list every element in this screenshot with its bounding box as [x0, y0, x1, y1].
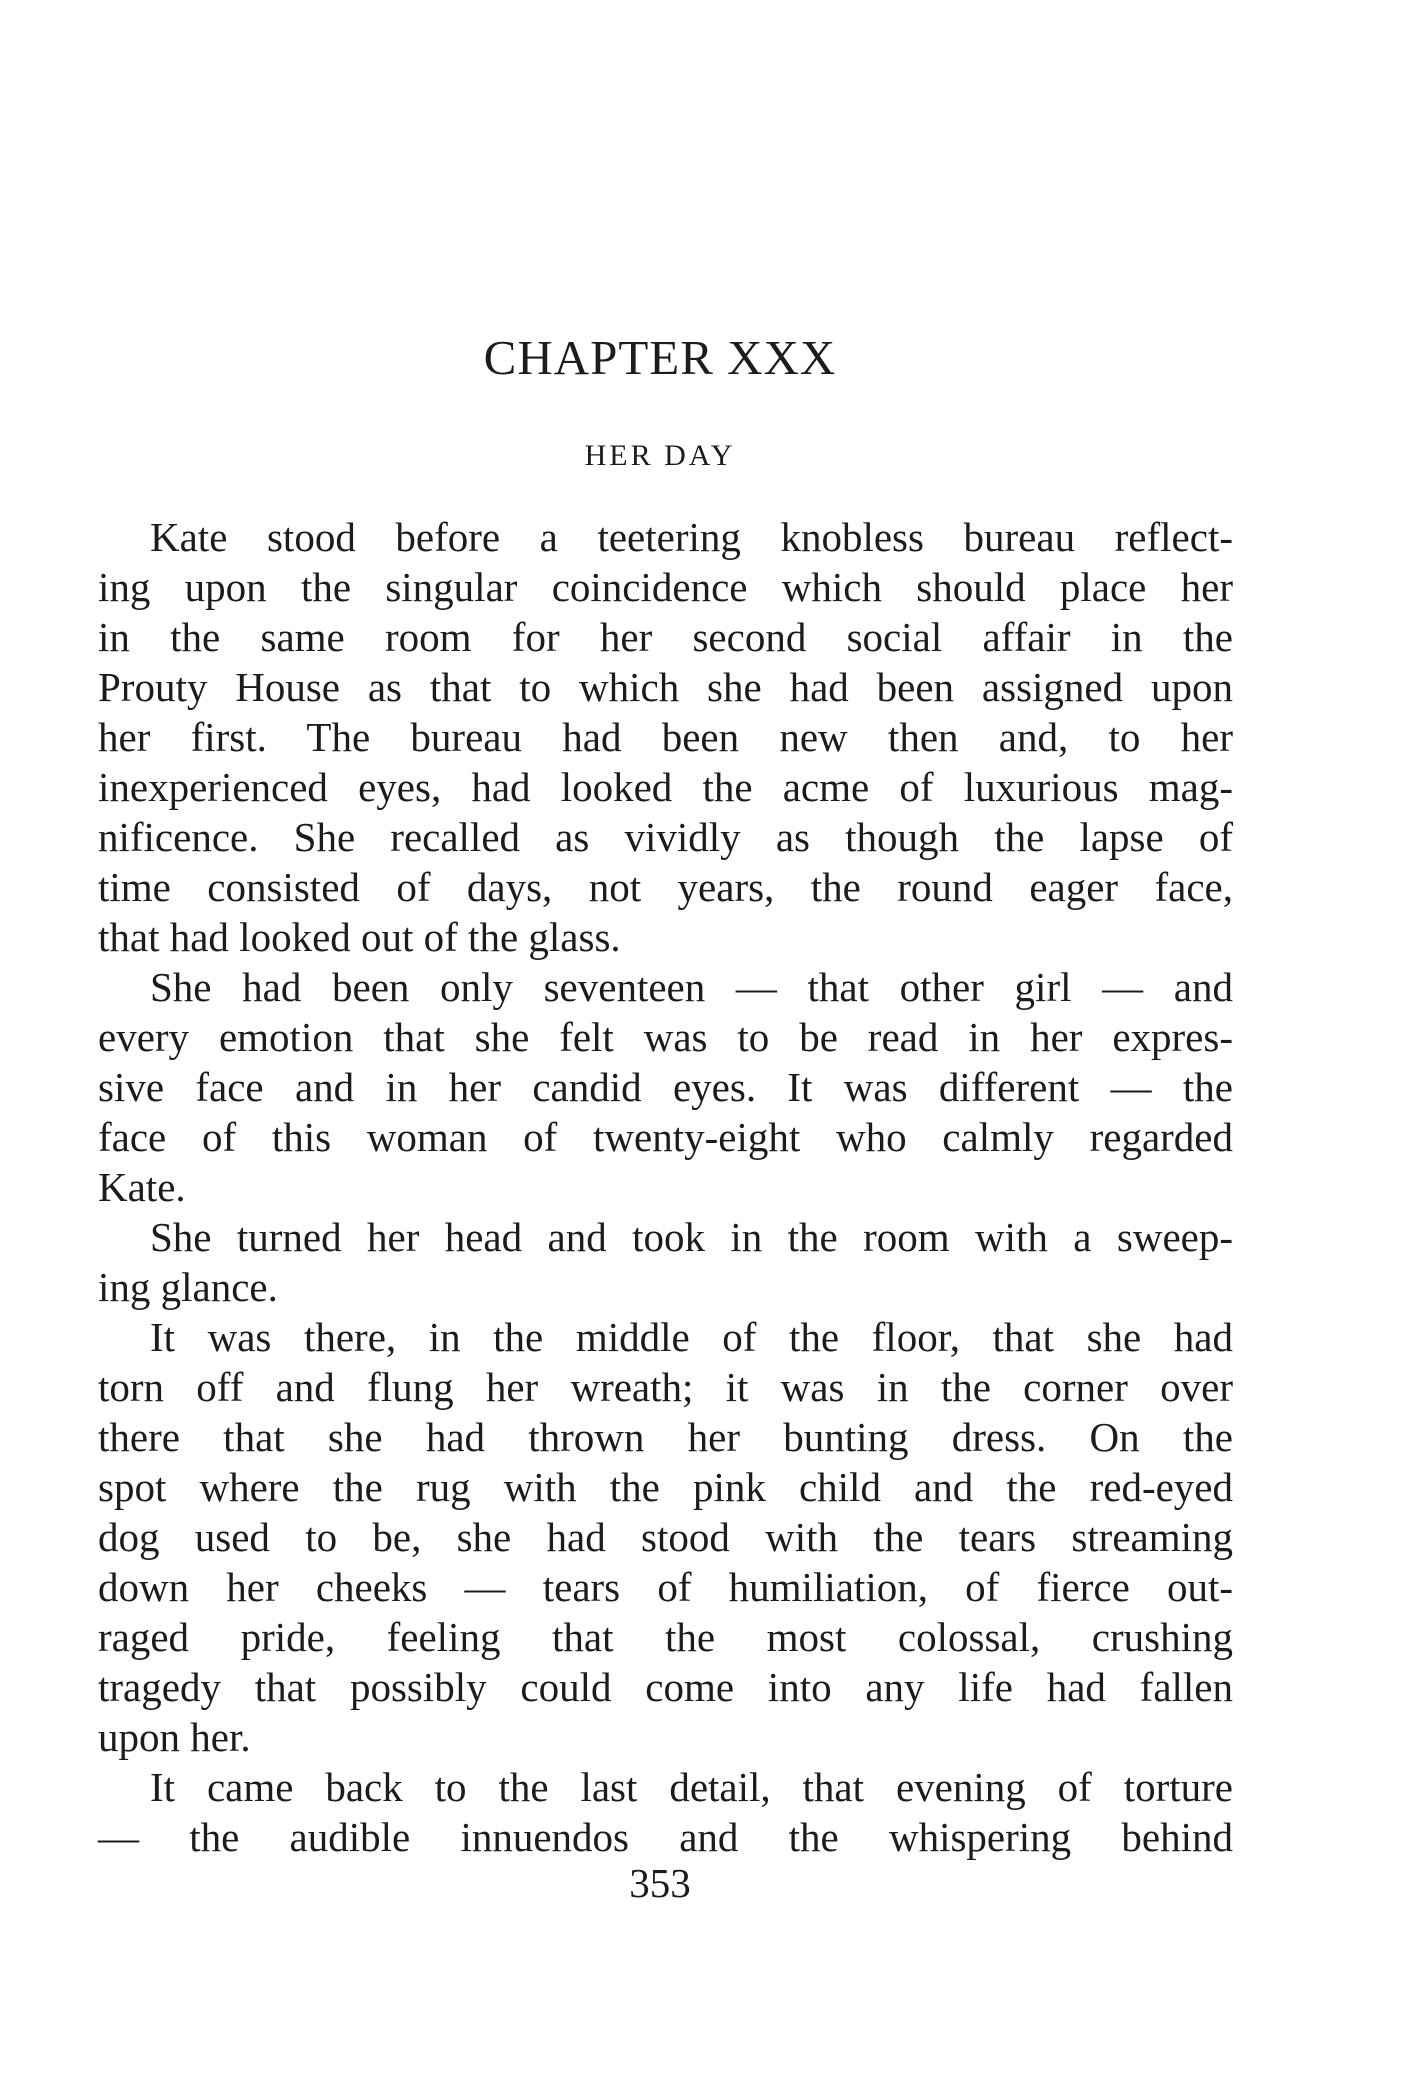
- text-line: every emotion that she felt was to be read in her expres-: [98, 1014, 1233, 1060]
- page-number: 353: [629, 1860, 691, 1906]
- text-line: in the same room for her second social affair in the: [98, 614, 1233, 660]
- paragraph: [98, 1212, 1233, 1312]
- text-line: time consisted of days, not years, the round eager face,: [98, 864, 1233, 910]
- text-line: She turned her head and took in the room with a sweep-: [150, 1214, 1233, 1260]
- text-line: inexperienced eyes, had looked the acme of luxurious mag-: [98, 764, 1233, 810]
- text-line: tragedy that possibly could come into any life had fallen: [98, 1664, 1233, 1710]
- text-line: her first. The bureau had been new then and, to her: [98, 714, 1233, 760]
- chapter-subtitle: HER DAY: [584, 439, 736, 472]
- text-line: ing glance.: [98, 1264, 278, 1310]
- text-line: nificence. She recalled as vividly as though the lapse of: [98, 814, 1233, 860]
- text-line: there that she had thrown her bunting dress. On the: [98, 1414, 1233, 1460]
- text-line: that had looked out of the glass.: [98, 914, 621, 960]
- text-line: dog used to be, she had stood with the tears streaming: [98, 1514, 1233, 1560]
- text-line: ing upon the singular coincidence which should place her: [98, 564, 1233, 610]
- paragraph: [98, 962, 1233, 1212]
- text-line: down her cheeks — tears of humiliation, of fierce out-: [98, 1564, 1233, 1610]
- text-line: spot where the rug with the pink child and the red-eyed: [98, 1464, 1233, 1510]
- chapter-title: CHAPTER XXX: [483, 330, 837, 385]
- text-line: It came back to the last detail, that evening of torture: [150, 1764, 1233, 1810]
- text-line: face of this woman of twenty-eight who calmly regarded: [98, 1114, 1233, 1160]
- paragraph: [98, 512, 1233, 962]
- body-text: [98, 512, 1233, 1862]
- text-line: sive face and in her candid eyes. It was different — the: [98, 1064, 1233, 1110]
- text-line: — the audible innuendos and the whispering behind: [98, 1814, 1233, 1860]
- text-line: upon her.: [98, 1714, 251, 1760]
- text-line: Kate.: [98, 1164, 186, 1210]
- paragraph: [98, 1312, 1233, 1762]
- text-line: raged pride, feeling that the most colossal, crushing: [98, 1614, 1233, 1660]
- text-line: Kate stood before a teetering knobless bureau reflect-: [150, 514, 1233, 560]
- text-line: It was there, in the middle of the floor, that she had: [150, 1314, 1233, 1360]
- text-line: torn off and flung her wreath; it was in the corner over: [98, 1364, 1233, 1410]
- text-line: She had been only seventeen — that other girl — and: [150, 964, 1233, 1010]
- text-line: Prouty House as that to which she had been assigned upon: [98, 664, 1233, 710]
- paragraph: [98, 1762, 1233, 1862]
